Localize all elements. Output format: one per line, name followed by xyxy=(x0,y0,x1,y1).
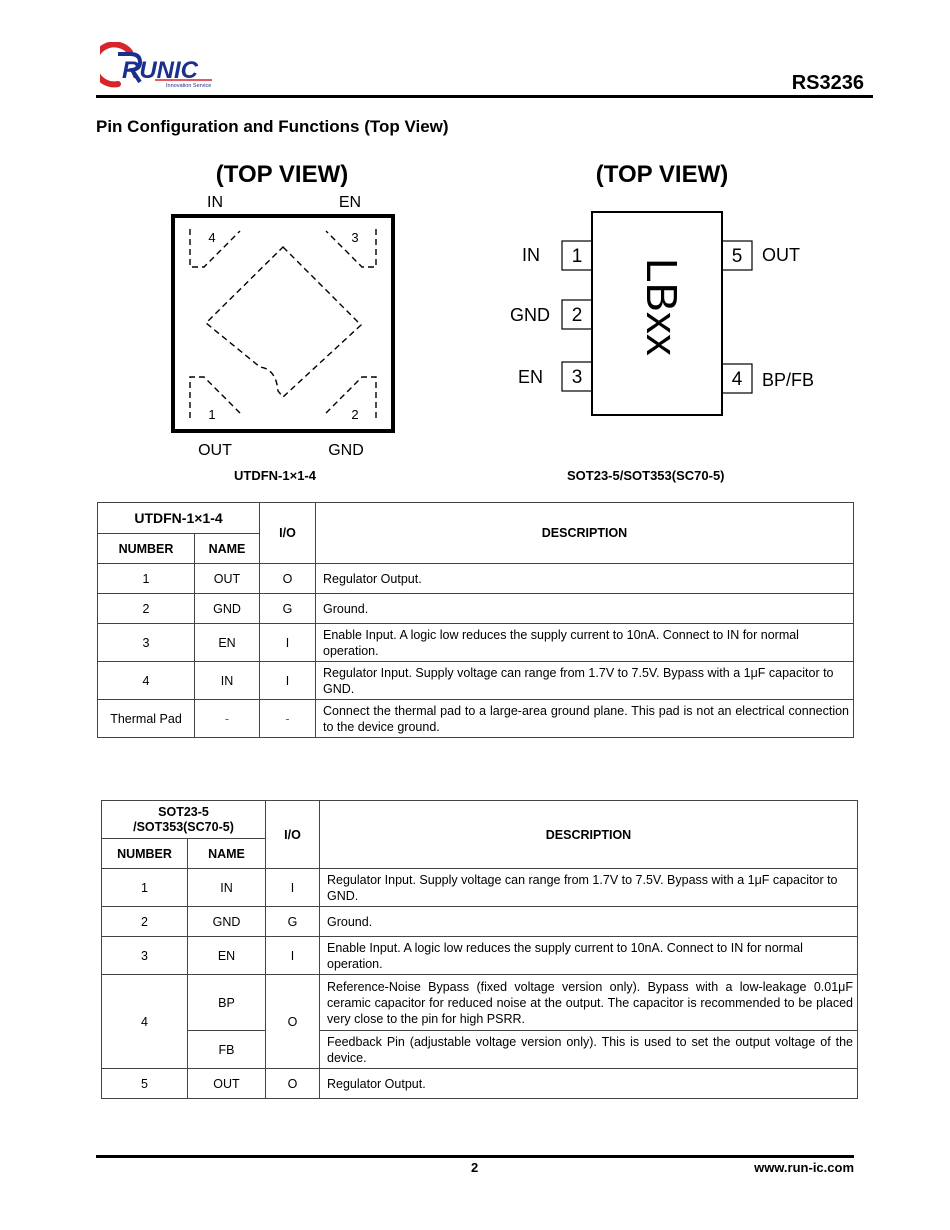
pin-io: I xyxy=(266,937,320,975)
utdfn-number-header: NUMBER xyxy=(98,534,195,564)
sot23-name-header: NAME xyxy=(188,839,266,869)
pin-name: FB xyxy=(188,1031,266,1069)
pin-description: Connect the thermal pad to a large-area ground plane. This pad is not an electrical connection to the device ground. xyxy=(316,700,854,738)
pin-description: Regulator Input. Supply voltage can range from 1.7V to 7.5V. Bypass with a 1μF capacitor to GND. xyxy=(320,869,858,907)
part-number: RS3236 xyxy=(791,72,864,94)
dfn-label-out: OUT xyxy=(198,442,232,459)
dfn-pin-1-number: 1 xyxy=(208,407,216,422)
table-row xyxy=(102,937,858,975)
utdfn-package-header: UTDFN-1×1-4 xyxy=(98,503,260,534)
pin-number: Thermal Pad xyxy=(98,700,195,738)
pin-io: G xyxy=(260,594,316,624)
pin-description: Reference-Noise Bypass (fixed voltage version only). Bypass with a low-leakage 0.01μF ceramic capacitor for reduced noise at the output. The capacitor is recommended to be placed very close to the pin for high PSRR. xyxy=(320,975,858,1031)
pin-number: 3 xyxy=(102,937,188,975)
sot23-number-header: NUMBER xyxy=(102,839,188,869)
pin-number: 3 xyxy=(98,624,195,662)
section-title: Pin Configuration and Functions (Top View) xyxy=(96,117,449,136)
table-row xyxy=(98,662,854,700)
dfn-package-body xyxy=(173,216,393,431)
sot-view-label: (TOP VIEW) xyxy=(595,161,729,188)
pin-name: BP xyxy=(188,975,266,1031)
pin-io: I xyxy=(260,624,316,662)
table-row xyxy=(98,700,854,738)
footer-divider xyxy=(96,1155,854,1158)
dfn-pin-4-number: 4 xyxy=(208,230,216,245)
pin-name: OUT xyxy=(188,1069,266,1099)
sot23-pinout-diagram xyxy=(500,155,840,435)
pin-description: Enable Input. A logic low reduces the supply current to 10nA. Connect to IN for normal operation. xyxy=(316,624,854,662)
sot-pin-5-name: OUT xyxy=(762,245,800,265)
pin-io: O xyxy=(266,1069,320,1099)
utdfn-desc-header: DESCRIPTION xyxy=(316,503,854,564)
pin-number: 2 xyxy=(98,594,195,624)
dfn-label-in: IN xyxy=(207,194,223,211)
table-row xyxy=(98,564,854,594)
pin-description: Regulator Output. xyxy=(316,564,854,594)
page-number: 2 xyxy=(471,1160,479,1175)
runic-logo xyxy=(100,42,230,90)
sot23-pin-table xyxy=(101,800,858,1099)
pin-description: Ground. xyxy=(320,907,858,937)
table-row xyxy=(102,1069,858,1099)
pin-io: I xyxy=(266,869,320,907)
logo-tagline: Innovation Service xyxy=(166,83,212,89)
pin-io: - xyxy=(260,700,316,738)
pin-io: O xyxy=(260,564,316,594)
pin-name: IN xyxy=(188,869,266,907)
pin-number: 4 xyxy=(102,975,188,1069)
pin-description: Regulator Input. Supply voltage can range from 1.7V to 7.5V. Bypass with a 1μF capacitor to GND. xyxy=(316,662,854,700)
pin-description: Regulator Output. xyxy=(320,1069,858,1099)
sot-pin-5-number: 5 xyxy=(731,246,743,267)
pin-io: O xyxy=(266,975,320,1069)
sot-pin-1-number: 1 xyxy=(571,246,583,267)
sot23-io-header: I/O xyxy=(266,801,320,869)
sot-pin-1-name: IN xyxy=(522,245,540,265)
pin-description: Ground. xyxy=(316,594,854,624)
pin-name: OUT xyxy=(195,564,260,594)
pin-description: Feedback Pin (adjustable voltage version only). This is used to set the output voltage of the device. xyxy=(320,1031,858,1069)
pin-name: GND xyxy=(188,907,266,937)
sot23-desc-header: DESCRIPTION xyxy=(320,801,858,869)
dfn-thermal-pad xyxy=(206,247,361,397)
table-row xyxy=(102,975,858,1031)
dfn-view-label: (TOP VIEW) xyxy=(215,161,349,188)
sot-pin-4-name: BP/FB xyxy=(762,370,815,390)
pin-name: IN xyxy=(195,662,260,700)
sot-pin-4-number: 4 xyxy=(731,369,743,390)
table-row xyxy=(102,869,858,907)
table-row xyxy=(102,1031,858,1069)
pin-number: 2 xyxy=(102,907,188,937)
sot-marking: LBxx xyxy=(637,258,686,356)
pin-description: Enable Input. A logic low reduces the supply current to 10nA. Connect to IN for normal operation. xyxy=(320,937,858,975)
website-link[interactable]: www.run-ic.com xyxy=(754,1160,854,1175)
utdfn-name-header: NAME xyxy=(195,534,260,564)
pin-name: GND xyxy=(195,594,260,624)
utdfn-caption: UTDFN-1×1-4 xyxy=(234,468,316,483)
dfn-label-gnd: GND xyxy=(328,442,364,459)
pin-name: EN xyxy=(188,937,266,975)
dfn-pin-3-number: 3 xyxy=(351,230,359,245)
pin-io: G xyxy=(266,907,320,937)
sot23-package-header: SOT23-5 /SOT353(SC70-5) xyxy=(102,801,266,839)
table-row xyxy=(98,624,854,662)
utdfn-pinout-diagram xyxy=(160,155,420,460)
pin-name: - xyxy=(195,700,260,738)
pin-number: 5 xyxy=(102,1069,188,1099)
dfn-pin-2-number: 2 xyxy=(351,407,359,422)
pin-io: I xyxy=(260,662,316,700)
utdfn-pin-table xyxy=(97,502,854,738)
sot-pin-2-name: GND xyxy=(510,305,550,325)
pin-number: 4 xyxy=(98,662,195,700)
table-row xyxy=(98,594,854,624)
sot-pin-3-number: 3 xyxy=(571,367,583,388)
sot-pin-3-name: EN xyxy=(517,367,543,387)
dfn-label-en: EN xyxy=(338,194,362,211)
sot23-caption: SOT23-5/SOT353(SC70-5) xyxy=(567,468,725,483)
sot-pin-2-number: 2 xyxy=(571,305,583,326)
utdfn-io-header: I/O xyxy=(260,503,316,564)
header-divider xyxy=(96,95,873,98)
pin-number: 1 xyxy=(98,564,195,594)
logo-wordmark: RUNIC xyxy=(122,57,198,84)
table-row xyxy=(102,907,858,937)
pin-number: 1 xyxy=(102,869,188,907)
pin-name: EN xyxy=(195,624,260,662)
